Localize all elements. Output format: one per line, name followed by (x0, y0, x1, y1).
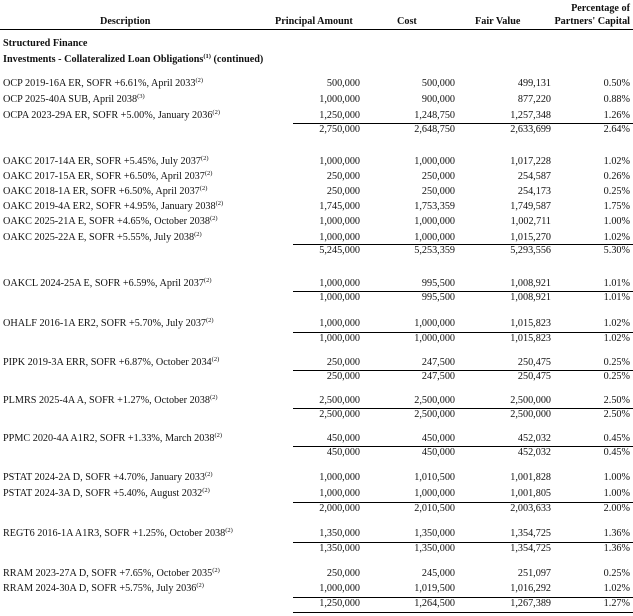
row-fair-value: 1,749,587 (510, 201, 551, 212)
row-principal-amount: 1,000,000 (319, 216, 360, 227)
row-cost: 900,000 (421, 94, 455, 105)
investment-description (3, 278, 212, 290)
footnote-marker: (2) (209, 394, 218, 401)
row-fair-value: 1,017,228 (510, 156, 551, 167)
header-principal-amount: Principal Amount (275, 16, 353, 27)
subtotal-cost: 995,500 (421, 292, 455, 303)
investment-name: REGT6 2016-1A A1R3, SOFR +1.25%, October 2038 (3, 528, 226, 539)
subtotal-fair-value: 1,267,389 (510, 598, 551, 609)
subtotal-fair-value: 2,633,699 (510, 124, 551, 135)
row-principal-amount: 500,000 (326, 78, 360, 89)
subtotal-principal-amount: 250,000 (326, 371, 360, 382)
subtotal-fair-value: 250,475 (517, 371, 551, 382)
row-fair-value: 251,097 (517, 568, 551, 579)
subtotal-principal-amount: 2,500,000 (319, 409, 360, 420)
subtotal-cost: 1,264,500 (414, 598, 455, 609)
header-cost: Cost (397, 16, 417, 27)
row-fair-value: 1,354,725 (510, 528, 551, 539)
subtotal-rule (293, 446, 633, 447)
investment-description (3, 201, 223, 213)
row-principal-amount: 1,000,000 (319, 472, 360, 483)
investment-description (3, 472, 213, 484)
row-percentage: 1.36% (603, 528, 630, 539)
row-cost: 1,000,000 (414, 318, 455, 329)
row-fair-value: 499,131 (517, 78, 551, 89)
investment-name: OAKC 2025-22A E, SOFR +5.55%, July 2038 (3, 232, 195, 243)
row-principal-amount: 450,000 (326, 433, 360, 444)
investment-description (3, 583, 204, 595)
subtotal-rule (293, 370, 633, 371)
row-fair-value: 1,257,348 (510, 110, 551, 121)
subtotal-principal-amount: 1,350,000 (319, 543, 360, 554)
row-percentage: 1.02% (603, 583, 630, 594)
investment-name: OHALF 2016-1A ER2, SOFR +5.70%, July 2037 (3, 318, 207, 329)
row-principal-amount: 1,745,000 (319, 201, 360, 212)
investment-description (3, 78, 203, 90)
row-percentage: 1.02% (603, 232, 630, 243)
subtotal-cost: 5,253,359 (414, 245, 455, 256)
row-cost: 2,500,000 (414, 395, 455, 406)
row-principal-amount: 1,000,000 (319, 156, 360, 167)
investment-description (3, 318, 214, 330)
section-subtitle: Investments - Collateralized Loan Obligations$^{(1)}$ (continued) (3, 53, 264, 65)
row-fair-value: 452,032 (517, 433, 551, 444)
subtotal-rule (293, 502, 633, 503)
footnote-marker: (2) (212, 567, 220, 574)
subtotal-principal-amount: 5,245,000 (319, 245, 360, 256)
investment-name: OAKC 2017-14A ER, SOFR +5.45%, July 2037 (3, 156, 201, 167)
row-fair-value: 254,173 (517, 186, 551, 197)
row-principal-amount: 1,250,000 (319, 110, 360, 121)
row-principal-amount: 250,000 (326, 186, 360, 197)
investment-name: PSTAT 2024-3A D, SOFR +5.40%, August 2032 (3, 488, 203, 499)
row-cost: 500,000 (421, 78, 455, 89)
row-cost: 247,500 (421, 357, 455, 368)
subtotal-principal-amount: 1,250,000 (319, 598, 360, 609)
subtotal-cost: 2,010,500 (414, 503, 455, 514)
row-percentage: 0.45% (603, 433, 630, 444)
subtotal-principal-amount: 1,000,000 (319, 292, 360, 303)
row-principal-amount: 1,000,000 (319, 583, 360, 594)
row-percentage: 1.02% (603, 318, 630, 329)
row-percentage: 1.75% (603, 201, 630, 212)
investment-name: OCP 2019-16A ER, SOFR +6.61%, April 2033 (3, 78, 196, 89)
row-cost: 1,000,000 (414, 156, 455, 167)
investment-description (3, 232, 202, 244)
subtotal-principal-amount: 450,000 (326, 447, 360, 458)
investment-description (3, 171, 212, 183)
subtotal-fair-value: 2,003,633 (510, 503, 551, 514)
investment-description (3, 156, 209, 168)
header-rule (0, 29, 633, 30)
investment-description (3, 110, 220, 122)
footnote-marker: (2) (199, 185, 208, 192)
investment-name: OAKCL 2024-25A E, SOFR +6.59%, April 2037 (3, 278, 204, 289)
footnote-marker: (3) (137, 93, 145, 100)
row-percentage: 0.25% (603, 568, 630, 579)
row-cost: 450,000 (421, 433, 455, 444)
footnote-marker: (2) (206, 317, 214, 324)
row-percentage: 0.25% (603, 357, 630, 368)
row-cost: 1,350,000 (414, 528, 455, 539)
subtotal-rule (293, 244, 633, 245)
investment-description (3, 395, 218, 407)
footnote-marker: (2) (195, 77, 204, 84)
row-percentage: 0.50% (603, 78, 630, 89)
subtotal-percentage: 1.36% (603, 543, 630, 554)
subtotal-rule (293, 291, 633, 292)
subtotal-cost: 247,500 (421, 371, 455, 382)
row-cost: 995,500 (421, 278, 455, 289)
closing-rule (293, 612, 633, 613)
footnote-marker: (2) (194, 231, 202, 238)
subtotal-cost: 2,500,000 (414, 409, 455, 420)
investment-description (3, 357, 219, 369)
header-fair-value: Fair Value (475, 16, 521, 27)
investment-name: OAKC 2025-21A E, SOFR +4.65%, October 2038 (3, 216, 210, 227)
subtotal-percentage: 1.01% (603, 292, 630, 303)
row-fair-value: 1,001,805 (510, 488, 551, 499)
row-percentage: 1.02% (603, 156, 630, 167)
row-cost: 1,248,750 (414, 110, 455, 121)
investment-name: OAKC 2018-1A ER, SOFR +6.50%, April 2037 (3, 186, 200, 197)
footnote-marker: (2) (214, 432, 223, 439)
subtotal-principal-amount: 2,000,000 (319, 503, 360, 514)
subtotal-percentage: 2.64% (603, 124, 630, 135)
row-percentage: 0.88% (603, 94, 630, 105)
row-fair-value: 1,016,292 (510, 583, 551, 594)
subtotal-cost: 450,000 (421, 447, 455, 458)
footnote-marker: (2) (215, 200, 224, 207)
row-fair-value: 1,002,711 (510, 216, 551, 227)
row-percentage: 1.00% (603, 472, 630, 483)
subtotal-fair-value: 1,015,823 (510, 333, 551, 344)
investment-description (3, 433, 222, 445)
investment-name: RRAM 2023-27A D, SOFR +7.65%, October 2035 (3, 568, 213, 579)
subtotal-rule (293, 123, 633, 124)
row-percentage: 1.01% (603, 278, 630, 289)
row-cost: 1,753,359 (414, 201, 455, 212)
row-percentage: 0.25% (603, 186, 630, 197)
subtotal-percentage: 5.30% (603, 245, 630, 256)
row-cost: 1,000,000 (414, 488, 455, 499)
investment-description (3, 568, 220, 580)
subtotal-percentage: 2.00% (603, 503, 630, 514)
investment-name: OAKC 2017-15A ER, SOFR +6.50%, April 2037 (3, 171, 205, 182)
footnote-marker: (2) (196, 582, 204, 589)
subtotal-principal-amount: 2,750,000 (319, 124, 360, 135)
subtotal-percentage: 0.45% (603, 447, 630, 458)
investment-name: OAKC 2019-4A ER2, SOFR +4.95%, January 2038 (3, 201, 216, 212)
subtotal-fair-value: 1,008,921 (510, 292, 551, 303)
footnote-marker: (2) (205, 471, 213, 478)
investment-description (3, 528, 233, 540)
row-fair-value: 1,008,921 (510, 278, 551, 289)
footnote-marker: (2) (211, 356, 220, 363)
footnote-marker: (2) (225, 527, 233, 534)
subtotal-percentage: 1.27% (603, 598, 630, 609)
row-percentage: 1.00% (603, 216, 630, 227)
subtotal-fair-value: 5,293,556 (510, 245, 551, 256)
row-percentage: 1.26% (603, 110, 630, 121)
section-title: Structured Finance (3, 38, 88, 49)
row-cost: 1,010,500 (414, 472, 455, 483)
subtotal-fair-value: 452,032 (517, 447, 551, 458)
subtotal-fair-value: 2,500,000 (510, 409, 551, 420)
row-principal-amount: 250,000 (326, 171, 360, 182)
investment-name: PPMC 2020-4A A1R2, SOFR +1.33%, March 2038 (3, 433, 215, 444)
subtotal-rule (293, 408, 633, 409)
subtotal-principal-amount: 1,000,000 (319, 333, 360, 344)
footnote-marker: (2) (200, 155, 209, 162)
row-cost: 1,000,000 (414, 232, 455, 243)
header-description: Description (100, 16, 151, 27)
investment-name: OCPA 2023-29A ER, SOFR +5.00%, January 2036 (3, 110, 213, 121)
footnote-marker: (2) (212, 109, 221, 116)
row-principal-amount: 250,000 (326, 357, 360, 368)
subtotal-cost: 1,000,000 (414, 333, 455, 344)
row-principal-amount: 1,000,000 (319, 94, 360, 105)
footnote-marker: (2) (209, 215, 218, 222)
row-fair-value: 1,015,823 (510, 318, 551, 329)
subtotal-rule (293, 332, 633, 333)
row-principal-amount: 250,000 (326, 568, 360, 579)
investment-description (3, 216, 218, 228)
row-principal-amount: 1,350,000 (319, 528, 360, 539)
row-percentage: 2.50% (603, 395, 630, 406)
subtotal-percentage: 0.25% (603, 371, 630, 382)
row-principal-amount: 1,000,000 (319, 232, 360, 243)
subtotal-cost: 1,350,000 (414, 543, 455, 554)
investment-name: RRAM 2024-30A D, SOFR +5.75%, July 2036 (3, 583, 197, 594)
row-cost: 245,000 (421, 568, 455, 579)
subtotal-percentage: 1.02% (603, 333, 630, 344)
row-cost: 1,000,000 (414, 216, 455, 227)
header-percentage-line1: Percentage of (571, 3, 630, 14)
row-cost: 250,000 (421, 171, 455, 182)
investment-name: OCP 2025-40A SUB, April 2038 (3, 94, 138, 105)
subtotal-rule (293, 597, 633, 598)
row-cost: 250,000 (421, 186, 455, 197)
row-cost: 1,019,500 (414, 583, 455, 594)
footnote-marker: (2) (204, 170, 213, 177)
footnote-marker: (2) (203, 277, 212, 284)
subtotal-cost: 2,648,750 (414, 124, 455, 135)
row-fair-value: 1,015,270 (510, 232, 551, 243)
row-principal-amount: 2,500,000 (319, 395, 360, 406)
subtotal-percentage: 2.50% (603, 409, 630, 420)
subtotal-rule (293, 542, 633, 543)
row-fair-value: 2,500,000 (510, 395, 551, 406)
investment-description (3, 488, 210, 500)
row-principal-amount: 1,000,000 (319, 278, 360, 289)
row-percentage: 1.00% (603, 488, 630, 499)
investment-name: PLMRS 2025-4A A, SOFR +1.27%, October 2038 (3, 395, 210, 406)
header-percentage-line2: Partners' Capital (554, 16, 630, 27)
investment-name: PIPK 2019-3A ERR, SOFR +6.87%, October 2034 (3, 357, 212, 368)
investment-name: PSTAT 2024-2A D, SOFR +4.70%, January 2033 (3, 472, 205, 483)
row-fair-value: 877,220 (517, 94, 551, 105)
row-principal-amount: 1,000,000 (319, 318, 360, 329)
row-principal-amount: 1,000,000 (319, 488, 360, 499)
row-percentage: 0.26% (603, 171, 630, 182)
row-fair-value: 254,587 (517, 171, 551, 182)
row-fair-value: 1,001,828 (510, 472, 551, 483)
row-fair-value: 250,475 (517, 357, 551, 368)
subtotal-fair-value: 1,354,725 (510, 543, 551, 554)
investment-description (3, 94, 145, 106)
footnote-marker: (2) (202, 487, 210, 494)
investment-description (3, 186, 207, 198)
